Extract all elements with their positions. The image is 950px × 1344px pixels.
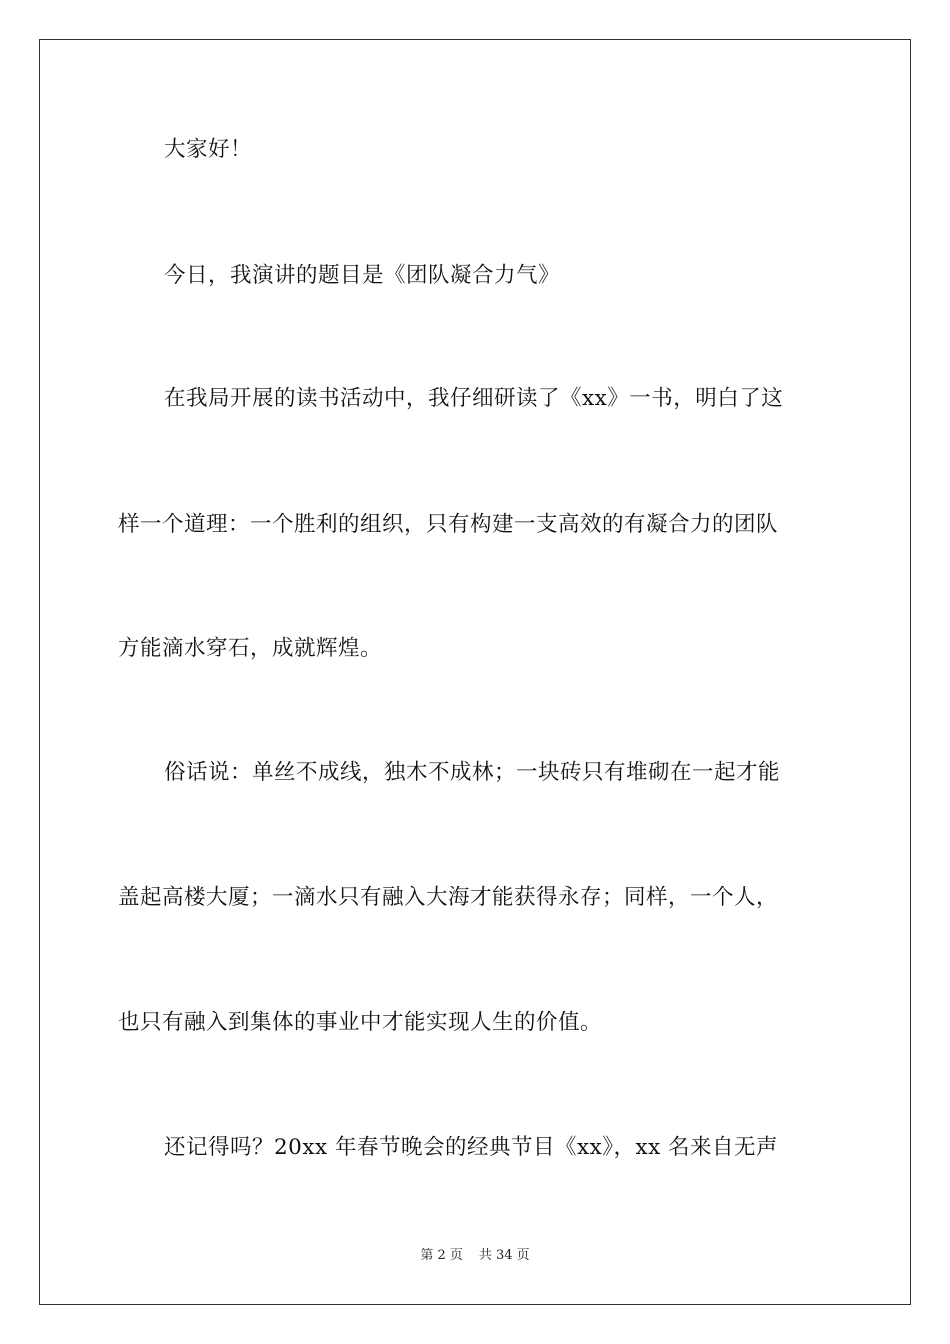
text-line: 方能滴水穿石，成就辉煌。 xyxy=(118,636,383,661)
text-line: 在我局开展的读书活动中，我仔细研读了《xx》一书，明白了这 xyxy=(164,386,784,411)
text-line: 还记得吗？20xx 年春节晚会的经典节目《xx》，xx 名来自无声 xyxy=(164,1135,779,1160)
text-line: 今日，我演讲的题目是《团队凝合力气》 xyxy=(164,263,561,288)
text-line: 大家好！ xyxy=(164,137,253,162)
text-line: 也只有融入到集体的事业中才能实现人生的价值。 xyxy=(118,1010,603,1035)
text-line: 样一个道理：一个胜利的组织，只有构建一支高效的有凝合力的团队 xyxy=(118,512,779,537)
text-line: 俗话说：单丝不成线，独木不成林；一块砖只有堆砌在一起才能 xyxy=(164,760,781,785)
page-number: 第 2 页 xyxy=(420,1248,463,1263)
page-frame xyxy=(39,39,911,1305)
page-footer xyxy=(0,1248,950,1264)
text-line: 盖起高楼大厦；一滴水只有融入大海才能获得永存；同样，一个人， xyxy=(118,885,779,910)
page-total: 共 34 页 xyxy=(478,1248,530,1263)
